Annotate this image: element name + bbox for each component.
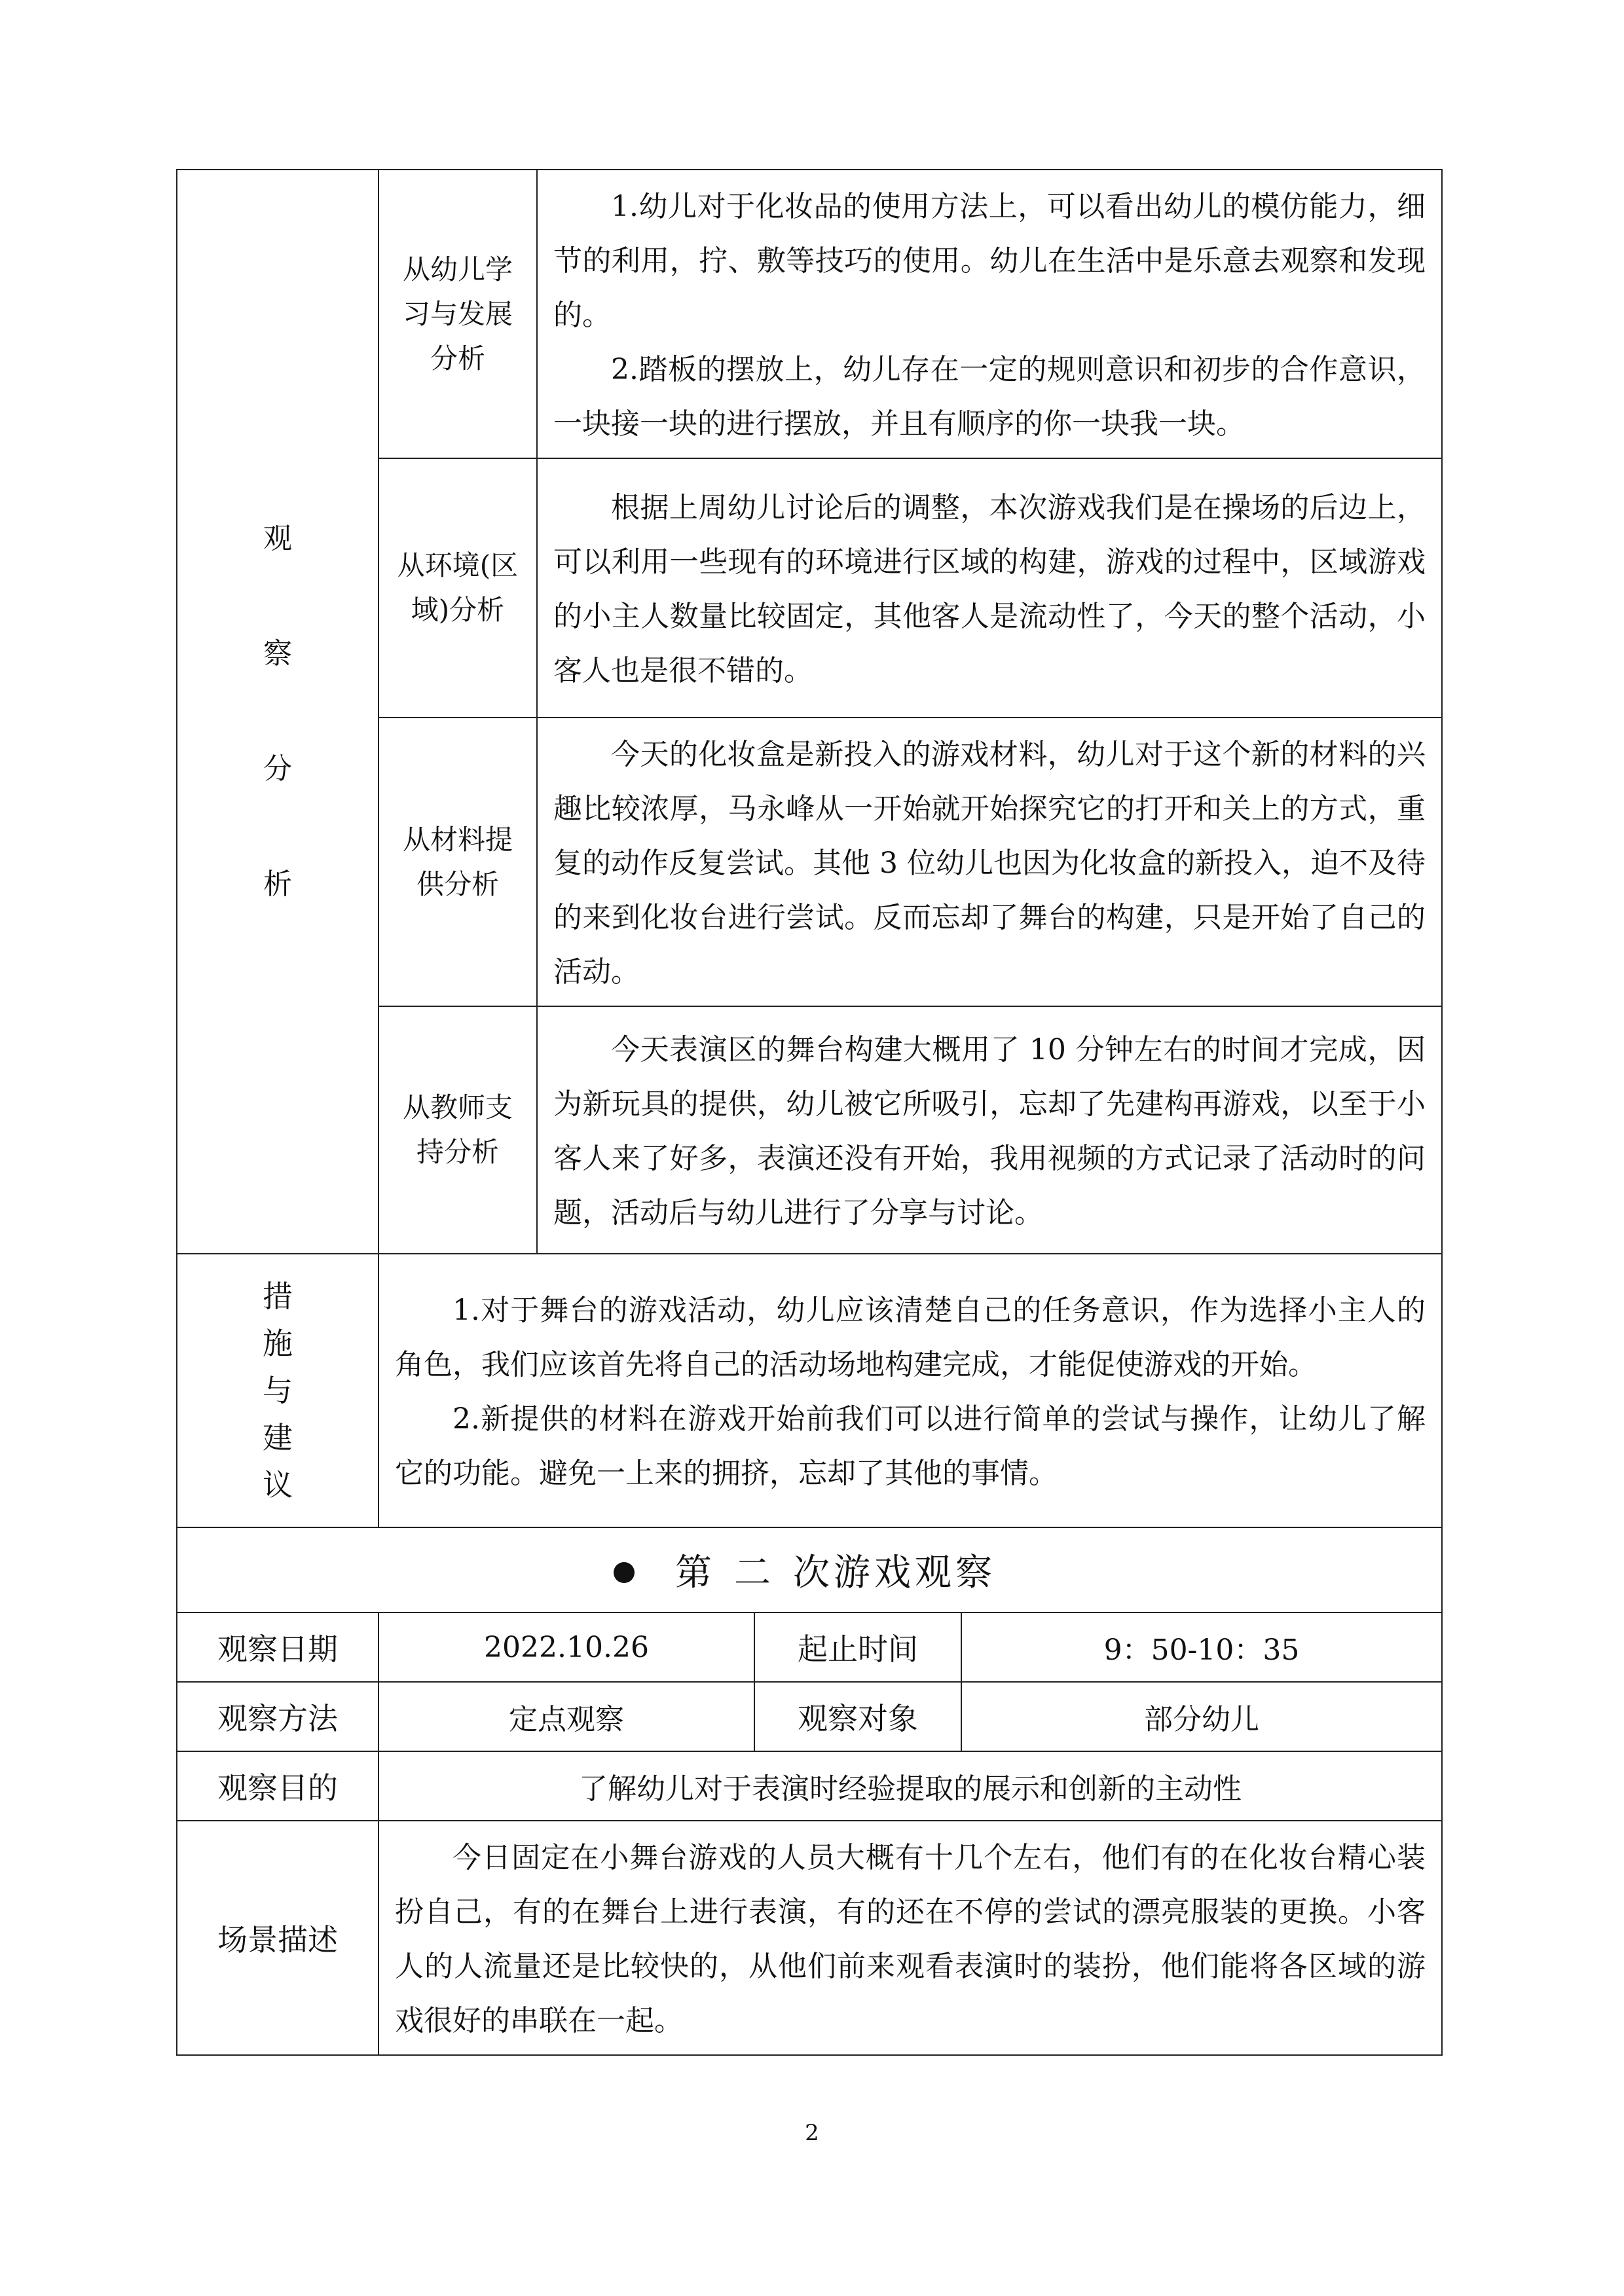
paragraph: 2.新提供的材料在游戏开始前我们可以进行简单的尝试与操作，让幼儿了解它的功能。避免一上来的拥挤，忘却了其他的事情。 xyxy=(395,1402,1426,1490)
measures-label xyxy=(177,1254,378,1527)
title-part: 第 xyxy=(675,1552,716,1594)
label-line: 从幼儿学 xyxy=(402,253,513,285)
target-value: 部分幼儿 xyxy=(961,1682,1442,1751)
bullet-icon xyxy=(614,1562,635,1583)
date-value: 2022.10.26 xyxy=(378,1613,754,1682)
date-label: 观察日期 xyxy=(177,1613,378,1682)
purpose-value: 了解幼儿对于表演时经验提取的展示和创新的主动性 xyxy=(378,1751,1442,1821)
time-value: 9：50-10：35 xyxy=(961,1613,1442,1682)
page-number: 2 xyxy=(805,2120,819,2146)
label-line: 从环境(区 xyxy=(397,549,519,581)
teacher-support-label xyxy=(378,1006,537,1254)
purpose-label: 观察目的 xyxy=(177,1751,378,1821)
label-line: 供分析 xyxy=(416,867,499,900)
label-line: 从教师支 xyxy=(402,1091,513,1123)
side-char: 与 xyxy=(263,1373,293,1408)
paragraph: 1.对于舞台的游戏活动，幼儿应该清楚自己的任务意识，作为选择小主人的角色，我们应该首先将自己的活动场地构建完成，才能促使游戏的开始。 xyxy=(395,1294,1426,1381)
side-char: 分 xyxy=(263,752,292,786)
materials-label xyxy=(378,718,537,1006)
side-char: 析 xyxy=(263,867,292,901)
paragraph: 今天表演区的舞台构建大概用了 10 分钟左右的时间才完成，因为新玩具的提供，幼儿被它所吸引，忘却了先建构再游戏，以至于小客人来了好多，表演还没有开始，我用视频的方式记录了活动时的问题，活动后与幼儿进行了分享与讨论。 xyxy=(553,1033,1426,1230)
environment-content xyxy=(537,458,1442,718)
side-char: 施 xyxy=(263,1326,293,1361)
time-label: 起止时间 xyxy=(754,1613,961,1682)
measures-content xyxy=(378,1254,1442,1527)
side-char: 观 xyxy=(263,522,292,555)
scene-label: 场景描述 xyxy=(177,1821,378,2055)
side-char: 措 xyxy=(263,1279,293,1314)
scene-content xyxy=(378,1821,1442,2055)
second-observation-title xyxy=(177,1527,1442,1613)
environment-label xyxy=(378,458,537,718)
label-line: 从材料提 xyxy=(402,823,513,856)
paragraph: 根据上周幼儿讨论后的调整，本次游戏我们是在操场的后边上，可以利用一些现有的环境进行区域的构建，游戏的过程中，区域游戏的小主人数量比较固定，其他客人是流动性了，今天的整个活动，小客人也是很不错的。 xyxy=(553,491,1426,687)
materials-content xyxy=(537,718,1442,1006)
paragraph: 2.踏板的摆放上，幼儿存在一定的规则意识和初步的合作意识，一块接一块的进行摆放，并且有顺序的你一块我一块。 xyxy=(553,353,1426,441)
method-label: 观察方法 xyxy=(177,1682,378,1751)
label-line: 域)分析 xyxy=(411,594,505,626)
title-part: 次游戏观察 xyxy=(793,1552,996,1594)
paragraph: 1.幼儿对于化妆品的使用方法上，可以看出幼儿的模仿能力，细节的利用，拧、敷等技巧的使用。幼儿在生活中是乐意去观察和发现的。 xyxy=(553,190,1426,332)
side-char: 察 xyxy=(263,637,292,670)
side-char: 议 xyxy=(263,1467,293,1503)
learning-development-content xyxy=(537,170,1442,458)
teacher-support-content xyxy=(537,1006,1442,1254)
target-label: 观察对象 xyxy=(754,1682,961,1751)
label-line: 习与发展 xyxy=(402,297,513,330)
label-line: 分析 xyxy=(430,342,485,374)
title-part: 二 xyxy=(734,1552,775,1594)
record-table xyxy=(176,169,1443,2056)
paragraph: 今天的化妆盒是新投入的游戏材料，幼儿对于这个新的材料的兴趣比较浓厚，马永峰从一开始就开始探究它的打开和关上的方式，重复的动作反复尝试。其他 3 位幼儿也因为化妆盒的新投入，迫不及待的来到化妆台进行尝试。反而忘却了舞台的构建，只是开始了自己的活动。 xyxy=(553,738,1426,989)
paragraph: 今日固定在小舞台游戏的人员大概有十几个左右，他们有的在化妆台精心装扮自己，有的在舞台上进行表演，有的还在不停的尝试的漂亮服装的更换。小客人的人流量还是比较快的，从他们前来观看表演时的装扮，他们能将各区域的游戏很好的串联在一起。 xyxy=(395,1841,1426,2037)
learning-development-label xyxy=(378,170,537,458)
method-value: 定点观察 xyxy=(378,1682,754,1751)
side-char: 建 xyxy=(263,1420,293,1455)
label-line: 持分析 xyxy=(416,1136,499,1168)
observation-analysis-label xyxy=(177,170,378,1254)
